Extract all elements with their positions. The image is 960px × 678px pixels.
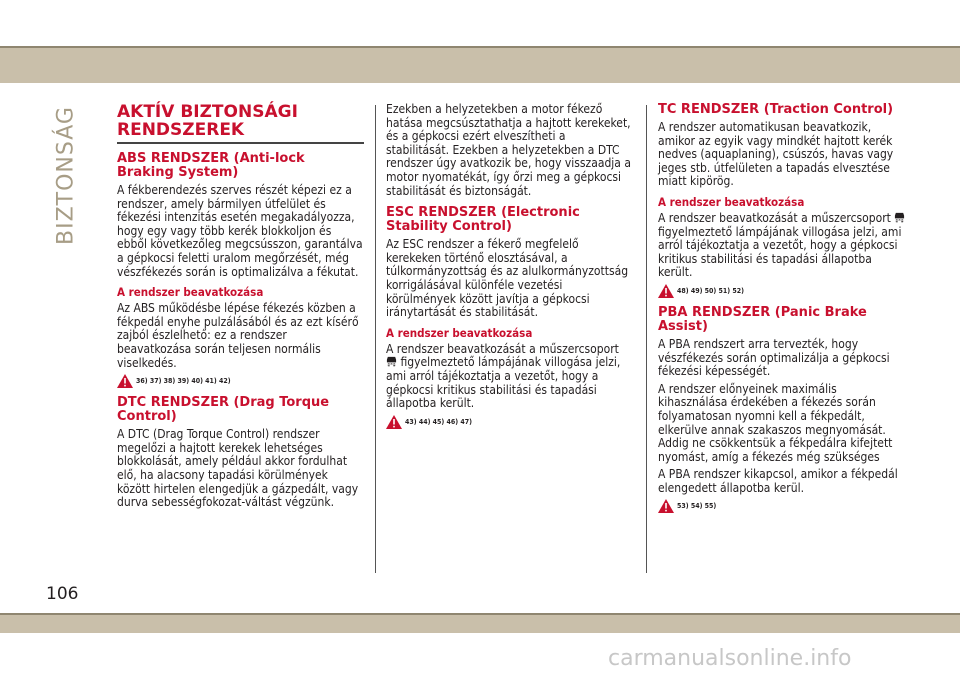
dtc-paragraph: A DTC (Drag Torque Control) rendszer megelőzi a hajtott kerekek lehetséges blokkolását, amely például akkor fordulhat elő, ha alacsony tapadási körülmények között hirtelen elengedjük a gázpedált, vagy durva sebességfokozat-váltást végzünk.: [117, 427, 359, 510]
esc-heading: ESC RENDSZER (Electronic Stability Control): [386, 205, 580, 235]
pba-paragraph-3: A PBA rendszer kikapcsol, amikor a fékpedál elengedett állapotba kerül.: [658, 467, 898, 495]
tc-subheading: A rendszer beavatkozása: [658, 194, 805, 209]
page-title: AKTÍV BIZTONSÁGI RENDSZEREK: [117, 103, 364, 144]
warning-triangle-icon: [658, 284, 674, 298]
tc-heading: TC RENDSZER (Traction Control): [658, 102, 894, 117]
section-side-title: BIZTONSÁG: [53, 106, 79, 245]
warning-refs: 43) 44) 45) 46) 47): [405, 417, 472, 426]
warning-triangle-icon: [658, 499, 674, 513]
abs-subheading: A rendszer beavatkozása: [117, 285, 264, 300]
esc-intervention-paragraph: A rendszer beavatkozását a műszercsoport figyelmeztető lámpájának villogása jelzi, ami arról tájékoztatja a vezetőt, hogy a gépkocsi kritikus stabilitási és tapadási állapotba került.: [386, 341, 621, 411]
dtc-continued-paragraph: Ezekben a helyzetekben a motor fékező hatása megcsúsztathatja a hajtott kerekeket, és a gépkocsi ezért elveszítheti a stabilitását. Ezekben a helyzetekben a DTC rendszer úgy avatkozik be, hogy visszaadja a motor nyomatékát, így őrzi meg a gépkocsi stabilitását és biztonságát.: [386, 102, 631, 198]
column-divider: [375, 105, 376, 573]
abs-paragraph: A fékberendezés szerves részét képezi ez a rendszer, amely bármilyen útfelület és fékezési intenzitás esetén megakadályozza, hogy egy vagy több kerék blokkoljon és ebből következőleg megcsússzon, garantálva a gépkocsi feletti uralom megőrzését, még vészfékezés során is optimalizálva a fékutat.: [117, 183, 363, 279]
tc-intervention-paragraph: A rendszer beavatkozását a műszercsoport figyelmeztető lámpájának villogása jelzi, ami arról tájékoztatja a vezetőt, hogy a gépkocsi kritikus stabilitási és tapadási állapotba került.: [658, 212, 908, 280]
dtc-heading: DTC RENDSZER (Drag Torque Control): [117, 395, 330, 425]
tc-paragraph: A rendszer automatikusan beavatkozik, amikor az egyik vagy mindkét hajtott kerék nedves (aquaplaning), csúszós, havas vagy jeges stb. útfelületen a tapadás elvesztése miatt kipörög.: [658, 120, 894, 189]
column-3: [658, 103, 908, 517]
top-band: [0, 48, 960, 83]
esc-subheading: A rendszer beavatkozása: [386, 325, 533, 340]
warning-reference: [658, 284, 908, 298]
warning-triangle-icon: [386, 415, 402, 429]
bottom-band: [0, 615, 960, 633]
column-2: [386, 103, 632, 433]
warning-reference: [386, 415, 632, 429]
warning-triangle-icon: [117, 374, 133, 388]
pba-heading: PBA RENDSZER (Panic Brake Assist): [658, 304, 867, 334]
page-number: 106: [46, 584, 79, 604]
pba-paragraph-1: A PBA rendszert arra tervezték, hogy vészfékezés során optimalizálja a gépkocsi fékezési képességét.: [658, 336, 890, 379]
column-divider: [646, 105, 647, 573]
pba-paragraph-2: A rendszer előnyeinek maximális kihasználása érdekében a fékezés során folyamatosan nyomni kell a fékpedált, elkerülve annak szakaszos megnyomását. Addig ne csökkentsük a fékpedálra kifejtett nyomást, amíg a fékezés még szükséges: [658, 381, 893, 464]
abs-heading: ABS RENDSZER (Anti-lock Braking System): [117, 151, 305, 180]
skid-car-warning-icon: [386, 356, 397, 367]
warning-refs: 53) 54) 55): [677, 502, 717, 511]
warning-refs: 36) 37) 38) 39) 40) 41) 42): [136, 377, 231, 386]
warning-reference: [117, 374, 364, 388]
column-1: [117, 103, 364, 514]
skid-car-warning-icon: [894, 212, 905, 223]
watermark: carmanualsonline.info: [608, 646, 852, 671]
warning-refs: 48) 49) 50) 51) 52): [677, 286, 744, 295]
warning-reference: [658, 499, 908, 513]
abs-intervention-paragraph: Az ABS működésbe lépése fékezés közben a fékpedál enyhe pulzálásából és az ezt kísérő zajból észlelhető: ez a rendszer beavatkozása során teljesen normális viselkedés.: [117, 301, 359, 370]
esc-paragraph: Az ESC rendszer a fékerő megfelelő kerekeken történő elosztásával, a túlkormányzottság és az alulkormányzottság korrigálásával különféle vezetési körülmények között javítja a gépkocsi iránytartását és stabilitását.: [386, 237, 629, 320]
